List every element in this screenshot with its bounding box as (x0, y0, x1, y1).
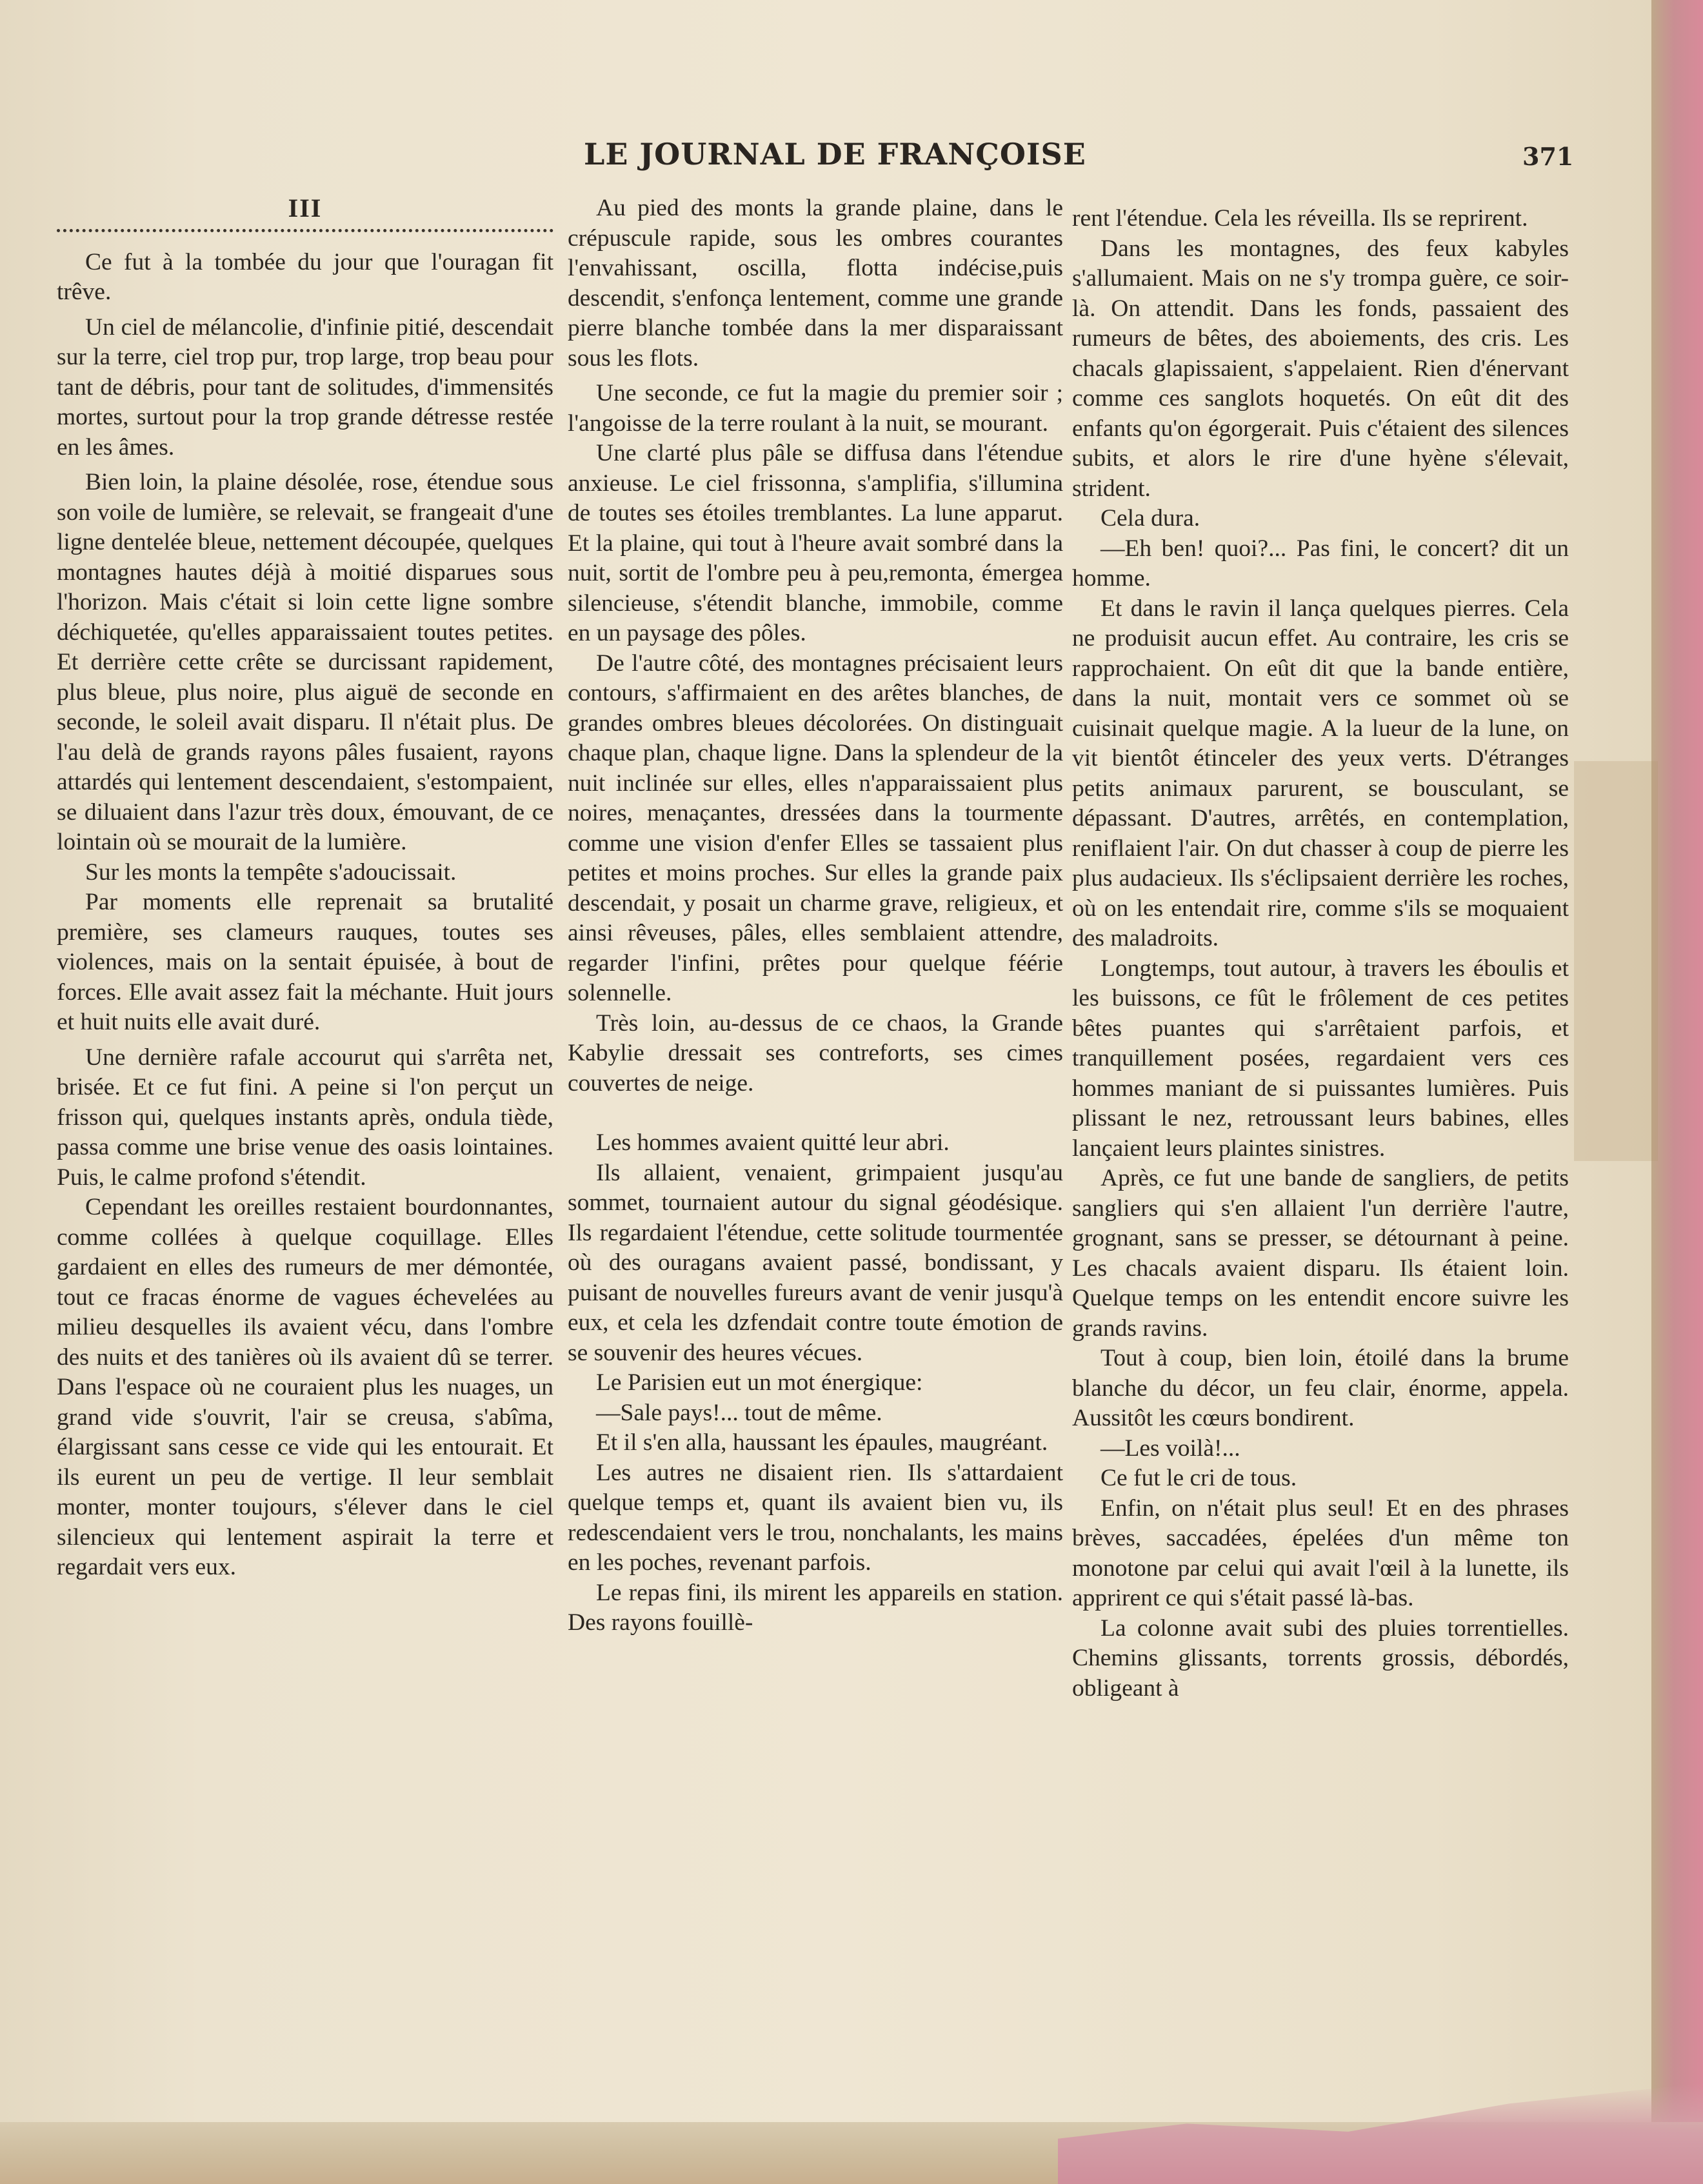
paragraph: Sur les monts la tempête s'adoucissait. (85, 859, 457, 886)
paragraph: De l'autre côté, des montagnes précisaient leurs contours, s'affirmaient en des arêtes blanches, de grandes ombres bleues décolorées. On distinguait chaque plan, chaque ligne. Dans la splendeur de la nuit inclinée sur elles, elles n'apparaissaient plus noires, menaçantes, dressées dans la tourmente comme une vision d'enfer Elles se tassaient plus petites et moins proches. Sur elles la grande paix descendait, y posait un charme grave, religieux, et ainsi rêveuses, pâles, elles semblaient attendre, regarder l'infini, prêtes pour quelque féérie solennelle. (568, 650, 1063, 1006)
running-header (0, 137, 1677, 175)
paragraph: Dans les montagnes, des feux kabyles s'allumaient. Mais on ne s'y trompa guère, ce soir-là. On attendit. Dans les fonds, passaient des rumeurs de bêtes, des aboiements, des cris. Les chacals glapissaient, s'appelaient. Rien d'énervant comme ces sanglots hoquetés. On eût dit des enfants qu'on égorgerait. Puis c'étaient des silences subits, et alors le rire d'une hyène s'élevait, strident. (1072, 235, 1569, 502)
text-column-3 (1072, 204, 1569, 1703)
page-edge (1651, 0, 1703, 2184)
paragraph: Et il s'en alla, haussant les épaules, maugréant. (596, 1429, 1048, 1456)
paragraph: Une seconde, ce fut la magie du premier soir ; l'angoisse de la terre roulant à la nuit, se mourant. (568, 380, 1063, 437)
section-gap (568, 1098, 1063, 1128)
paragraph: Et dans le ravin il lança quelques pierres. Cela ne produisit aucun effet. Au contraire, les cris se rapprochaient. On eût dit que la bande entière, dans la nuit, montait vers ce sommet où se cuisinait quelque magie. A la lueur de la lune, on vit bientôt étinceler des yeux verts. D'étranges petits animaux parurent, se bousculant, se dépassant. D'autres, arrêtés, en contemplation, reniflaient l'air. On dut chasser à coup de pierre les plus audacieux. Ils s'éclipsaient derrière les roches, où on les entendait rire, comme s'ils se moquaient des maladroits. (1072, 595, 1569, 951)
paragraph: Ils allaient, venaient, grimpaient jusqu'au sommet, tournaient autour du signal géodésique. Ils regardaient l'étendue, cette solitude tourmentée où des ouragans avaient passé, bondissant, y puisant de nouvelles fureurs avant de venir jusqu'à eux, et cela les dzfendait contre toute émotion de se souvenir des heures vécues. (568, 1159, 1063, 1366)
paragraph: Bien loin, la plaine désolée, rose, étendue sous son voile de lumière, se relevait, se frangeait d'une ligne dentelée bleue, nettement découpée, quelques montagnes hautes déjà à moitié disparues sous l'horizon. Mais c'était si loin cette ligne sombre déchiquetée, qu'elles apparaissaient toutes petites. Et derrière cette crête se durcissant rapidement, plus bleue, plus noire, plus aiguë de seconde en seconde, le soleil avait disparu. Il n'était plus. De l'au delà de grands rayons pâles fusaient, rayons attardés qui lentement descendaient, s'estompaient, se diluaient dans l'azur très doux, émouvant, de ce lointain où se mourait de la lumière. (57, 469, 553, 855)
paragraph: Ce fut à la tombée du jour que l'ouragan fit trêve. (57, 248, 553, 305)
text-column-1 (57, 194, 553, 1583)
paper-stain (1574, 761, 1658, 1161)
paragraph: La colonne avait subi des pluies torrentielles. Chemins glissants, torrents grossis, débordés, obligeant à (1072, 1614, 1569, 1702)
paragraph: Un ciel de mélancolie, d'infinie pitié, descendait sur la terre, ciel trop pur, trop large, trop beau pour tant de débris, pour tant de solitudes, d'immensités mortes, surtout pour la trop grande détresse restée en les âmes. (57, 313, 553, 461)
paragraph: Très loin, au-dessus de ce chaos, la Grande Kabylie dressait ses contreforts, ses cimes couvertes de neige. (568, 1009, 1063, 1097)
paragraph: Au pied des monts la grande plaine, dans le crépuscule rapide, sous les ombres courantes l'envahissant, oscilla, flotta indécise,puis descendit, s'enfonça lentement, comme une grande pierre blanche tombée dans la mer disparaissant sous les flots. (568, 195, 1063, 372)
text-column-2 (568, 194, 1063, 1638)
paragraph: Ce fut le cri de tous. (1100, 1465, 1297, 1491)
paragraph: Cependant les oreilles restaient bourdonnantes, comme collées à quelque coquillage. Elles gardaient en elles des rumeurs de mer démontée, tout ce fracas énorme de vagues échevelées au milieu desquelles ils avaient vécu, dans l'ombre des nuits et des tanières où ils avaient dû se terrer. Dans l'espace où ne couraient plus les nuages, un grand vide s'ouvrit, l'air se creusa, s'abîma, élargissant sans cesse ce vide qui les entourait. Et ils eurent un peu de vertige. Il leur semblait monter, monter toujours, s'élever dans le ciel silencieux qui lentement aspirait la terre et regardait vers eux. (57, 1194, 553, 1580)
paragraph: Longtemps, tout autour, à travers les éboulis et les buissons, ce fût le frôlement de ces petites bêtes puantes qui s'arrêtaient parfois, et tranquillement posées, regardaient vers ces hommes maniant de si puissantes lumières. Puis plissant le nez, retroussant leurs babines, elles lançaient leurs plaintes sinistres. (1072, 955, 1569, 1162)
section-number: III (288, 194, 323, 223)
paragraph: rent l'étendue. Cela les réveilla. Ils se reprirent. (1072, 205, 1528, 232)
paragraph: Après, ce fut une bande de sangliers, de petits sangliers qui s'en allaient l'un derrière l'autre, grognant, sans se presser, se détournant à peine. Les chacals avaient disparu. Ils étaient loin. Quelque temps on les entendit encore suivre les grands ravins. (1072, 1165, 1569, 1342)
journal-title: LE JOURNAL DE FRANÇOISE (584, 137, 1086, 172)
paragraph: Cela dura. (1100, 505, 1200, 531)
paragraph: Enfin, on n'était plus seul! Et en des phrases brèves, saccadées, épelées d'un même ton monotone par celui qui avait l'œil à la lunette, ils apprirent ce qui s'était passé là-bas. (1072, 1494, 1569, 1611)
dialogue-line: —Eh ben! quoi?... Pas fini, le concert? dit un homme. (1072, 535, 1569, 591)
dotted-divider (57, 229, 553, 241)
paragraph: Les hommes avaient quitté leur abri. (596, 1129, 950, 1156)
paragraph: Les autres ne disaient rien. Ils s'attardaient quelque temps et, quant ils avaient bien vu, ils redescendaient vers le trou, nonchalants, les mains en les poches, revenant parfois. (568, 1459, 1063, 1576)
paragraph: Par moments elle reprenait sa brutalité première, ses clameurs rauques, toutes ses violences, mais on la sentait épuisée, à bout de forces. Elle avait assez fait la méchante. Huit jours et huit nuits elle avait duré. (57, 889, 553, 1035)
dialogue-line: —Sale pays!... tout de même. (596, 1399, 882, 1426)
page-number: 371 (1522, 142, 1574, 171)
paragraph: Le repas fini, ils mirent les appareils en station. Des rayons fouillè- (568, 1579, 1063, 1636)
paragraph: Une clarté plus pâle se diffusa dans l'étendue anxieuse. Le ciel frissonna, s'amplifia, s'illumina de toutes ses étoiles tremblantes. La lune apparut. Et la plaine, qui tout à l'heure avait sombré dans la nuit, sortit de l'ombre peu à peu,remonta, émergea silencieuse, s'étendit blanche, immobile, comme en un paysage des pôles. (568, 440, 1063, 646)
paragraph: Le Parisien eut un mot énergique: (596, 1369, 923, 1396)
paragraph: Une dernière rafale accourut qui s'arrêta net, brisée. Et ce fut fini. A peine si l'on perçut un frisson qui, quelques instants après, ondula tiède, passa comme une brise venue des oasis lointaines. Puis, le calme profond s'étendit. (57, 1044, 553, 1191)
dialogue-line: —Les voilà!... (1100, 1434, 1240, 1462)
paragraph: Tout à coup, bien loin, étoilé dans la brume blanche du décor, un feu clair, énorme, appela. Aussitôt les cœurs bondirent. (1072, 1345, 1569, 1431)
